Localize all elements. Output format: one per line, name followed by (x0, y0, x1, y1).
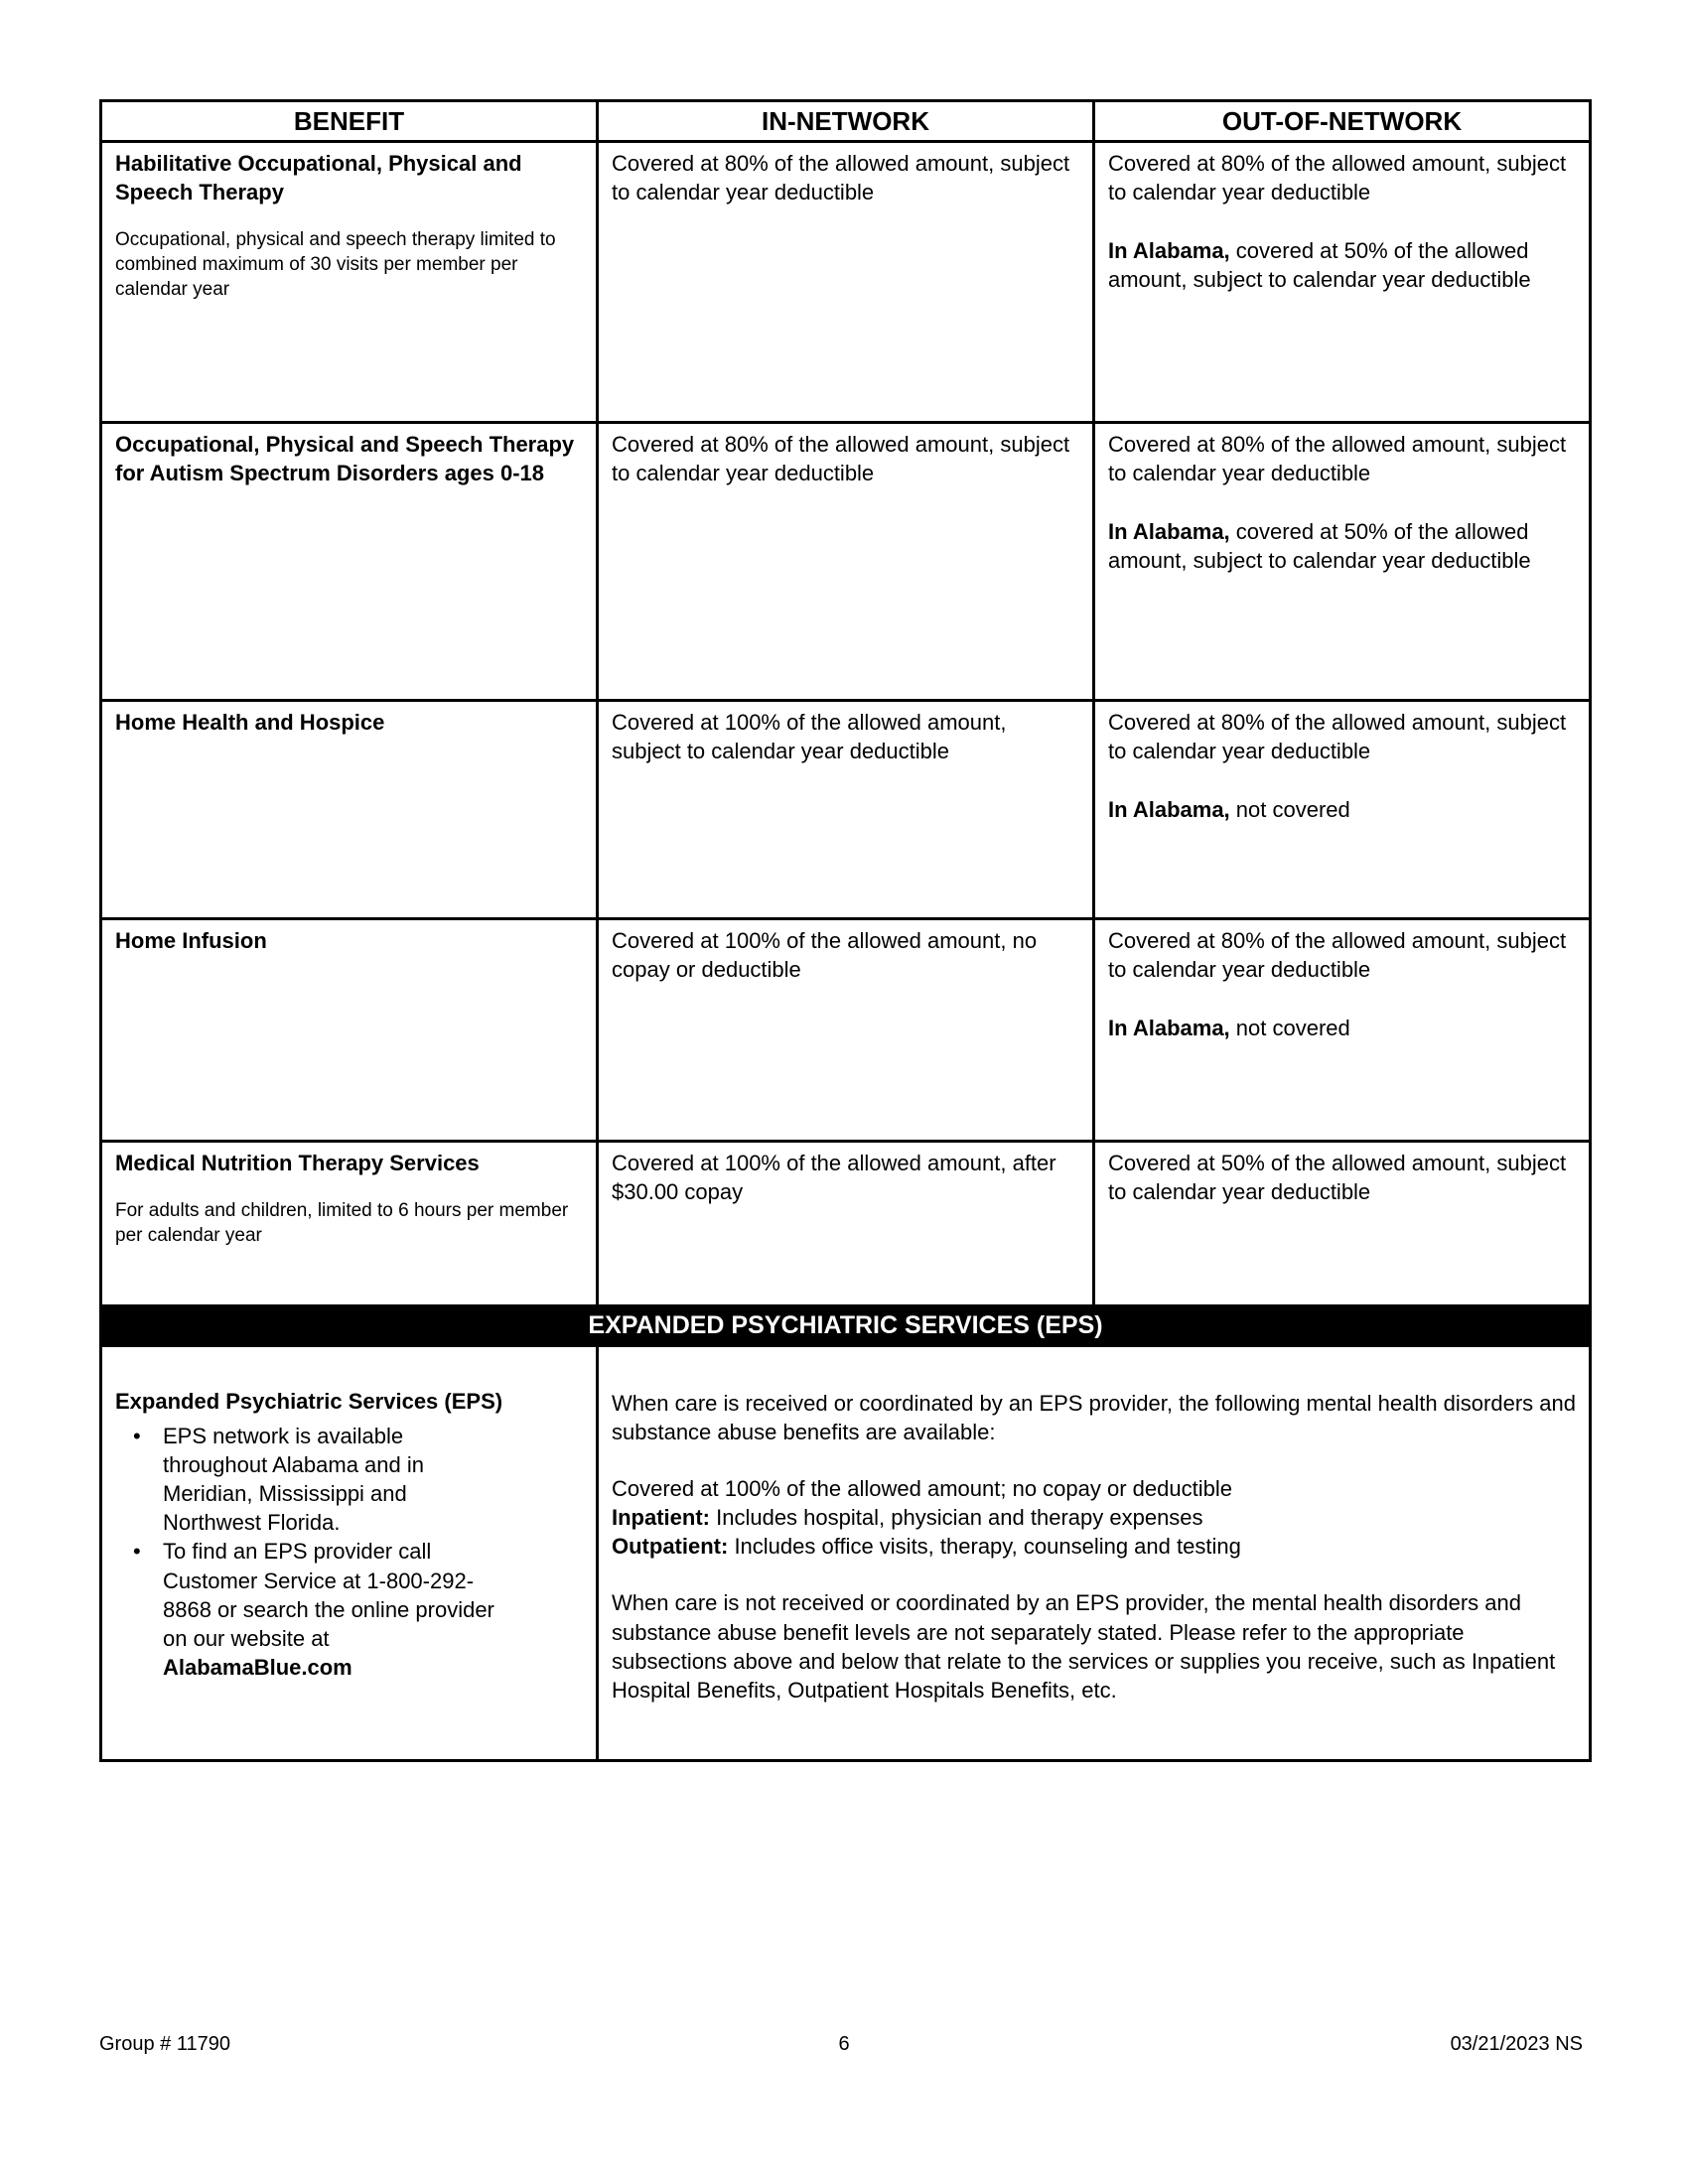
alabama-lead: In Alabama, (1108, 797, 1230, 823)
benefit-cell (101, 701, 598, 919)
coverage-text: Covered at 80% of the allowed amount, subject to calendar year deductible (612, 432, 1070, 486)
eps-title: Expanded Psychiatric Services (EPS) (115, 1389, 503, 1415)
out-of-network-cell (1094, 701, 1591, 919)
benefit-title: Home Infusion (115, 928, 267, 954)
footer-date: 03/21/2023 NS (1450, 2033, 1583, 2055)
table-row (101, 701, 1591, 919)
alabama-rest: covered at 50% of the allowed amount, subject to calendar year deductible (1108, 238, 1531, 293)
coverage-text: Covered at 80% of the allowed amount, subject to calendar year deductible (612, 151, 1070, 205)
footer-page-number: 6 (838, 2033, 850, 2055)
bullet-icon: • (133, 1424, 141, 1449)
alabama-lead: In Alabama, (1108, 238, 1230, 264)
table-row (101, 423, 1591, 701)
benefit-title: Occupational, Physical and Speech Therapy for Autism Spectrum Disorders ages 0-18 (115, 432, 575, 486)
table-row (101, 919, 1591, 1142)
coverage-text: Covered at 80% of the allowed amount, subject to calendar year deductible (1108, 710, 1567, 764)
header-row (101, 101, 1591, 142)
alabama-note (1108, 236, 1577, 294)
eps-outpatient-line (612, 1532, 1577, 1561)
in-network-cell (598, 142, 1094, 423)
out-of-network-cell (1094, 423, 1591, 701)
table-row (101, 1346, 1591, 1761)
alabama-note (1108, 795, 1577, 824)
header-benefit: BENEFIT (101, 101, 598, 142)
benefit-cell (101, 1142, 598, 1306)
alabama-lead: In Alabama, (1108, 519, 1230, 545)
eps-bullet-text (163, 1537, 508, 1681)
eps-bullet-text: EPS network is available throughout Alabama and in Meridian, Mississippi and Northwest Florida. (163, 1424, 424, 1536)
coverage-text: Covered at 100% of the allowed amount, after $30.00 copay (612, 1151, 1056, 1205)
eps-bullet-text-plain: To find an EPS provider call Customer Service at 1-800-292-8868 or search the online provider on our website at (163, 1539, 494, 1651)
alabama-lead: In Alabama, (1108, 1016, 1230, 1041)
bullet-icon: • (133, 1539, 141, 1565)
benefit-note: For adults and children, limited to 6 hours per member per calendar year (115, 1200, 569, 1247)
benefit-cell (101, 919, 598, 1142)
alabama-rest: not covered (1229, 797, 1350, 823)
section-banner (101, 1306, 1591, 1346)
benefit-cell (101, 142, 598, 423)
eps-description-cell (598, 1346, 1591, 1761)
eps-bullet-item (115, 1422, 584, 1537)
coverage-text: Covered at 80% of the allowed amount, subject to calendar year deductible (1108, 928, 1567, 983)
header-out-of-network: OUT-OF-NETWORK (1094, 101, 1591, 142)
eps-bullet-item (115, 1537, 584, 1681)
out-of-network-cell (1094, 1142, 1591, 1306)
in-network-cell (598, 1142, 1094, 1306)
eps-website: AlabamaBlue.com (163, 1654, 352, 1680)
eps-coverage-line: Covered at 100% of the allowed amount; no copay or deductible (612, 1476, 1232, 1502)
alabama-rest: covered at 50% of the allowed amount, subject to calendar year deductible (1108, 519, 1531, 574)
eps-outro: When care is not received or coordinated by an EPS provider, the mental health disorders and substance abuse benefit levels are not separately stated. Please refer to the appropriate subsections above and below that relate to the services or supplies you receive, such as Inpatient Hospital Benefits, Outpatient Hospitals Benefits, etc. (612, 1590, 1556, 1703)
alabama-note (1108, 1014, 1577, 1042)
eps-benefit-cell (101, 1346, 598, 1761)
benefit-table (99, 99, 1592, 1762)
table-row (101, 1142, 1591, 1306)
section-banner-title: EXPANDED PSYCHIATRIC SERVICES (EPS) (101, 1306, 1591, 1346)
eps-intro: When care is received or coordinated by an EPS provider, the following mental health disorders and substance abuse benefits are available: (612, 1391, 1576, 1445)
benefit-title: Habilitative Occupational, Physical and Speech Therapy (115, 151, 522, 205)
outpatient-text: Includes office visits, therapy, counseling and testing (728, 1534, 1241, 1560)
footer-group-number: Group # 11790 (99, 2033, 230, 2055)
benefit-title: Home Health and Hospice (115, 710, 385, 736)
outpatient-label: Outpatient: (612, 1534, 729, 1560)
inpatient-text: Includes hospital, physician and therapy expenses (710, 1505, 1203, 1531)
in-network-cell (598, 423, 1094, 701)
coverage-text: Covered at 50% of the allowed amount, subject to calendar year deductible (1108, 1151, 1567, 1205)
in-network-cell (598, 701, 1094, 919)
table-row (101, 142, 1591, 423)
eps-inpatient-line (612, 1503, 1577, 1532)
alabama-note (1108, 517, 1577, 575)
alabama-rest: not covered (1229, 1016, 1350, 1041)
out-of-network-cell (1094, 142, 1591, 423)
benefit-cell (101, 423, 598, 701)
benefit-note: Occupational, physical and speech therapy limited to combined maximum of 30 visits per member per calendar year (115, 229, 556, 300)
benefit-title: Medical Nutrition Therapy Services (115, 1151, 480, 1176)
page-footer (99, 2033, 1589, 2059)
coverage-text: Covered at 100% of the allowed amount, no copay or deductible (612, 928, 1038, 983)
in-network-cell (598, 919, 1094, 1142)
coverage-text: Covered at 80% of the allowed amount, subject to calendar year deductible (1108, 432, 1567, 486)
inpatient-label: Inpatient: (612, 1505, 710, 1531)
header-in-network: IN-NETWORK (598, 101, 1094, 142)
coverage-text: Covered at 100% of the allowed amount, subject to calendar year deductible (612, 710, 1007, 764)
out-of-network-cell (1094, 919, 1591, 1142)
coverage-text: Covered at 80% of the allowed amount, subject to calendar year deductible (1108, 151, 1567, 205)
